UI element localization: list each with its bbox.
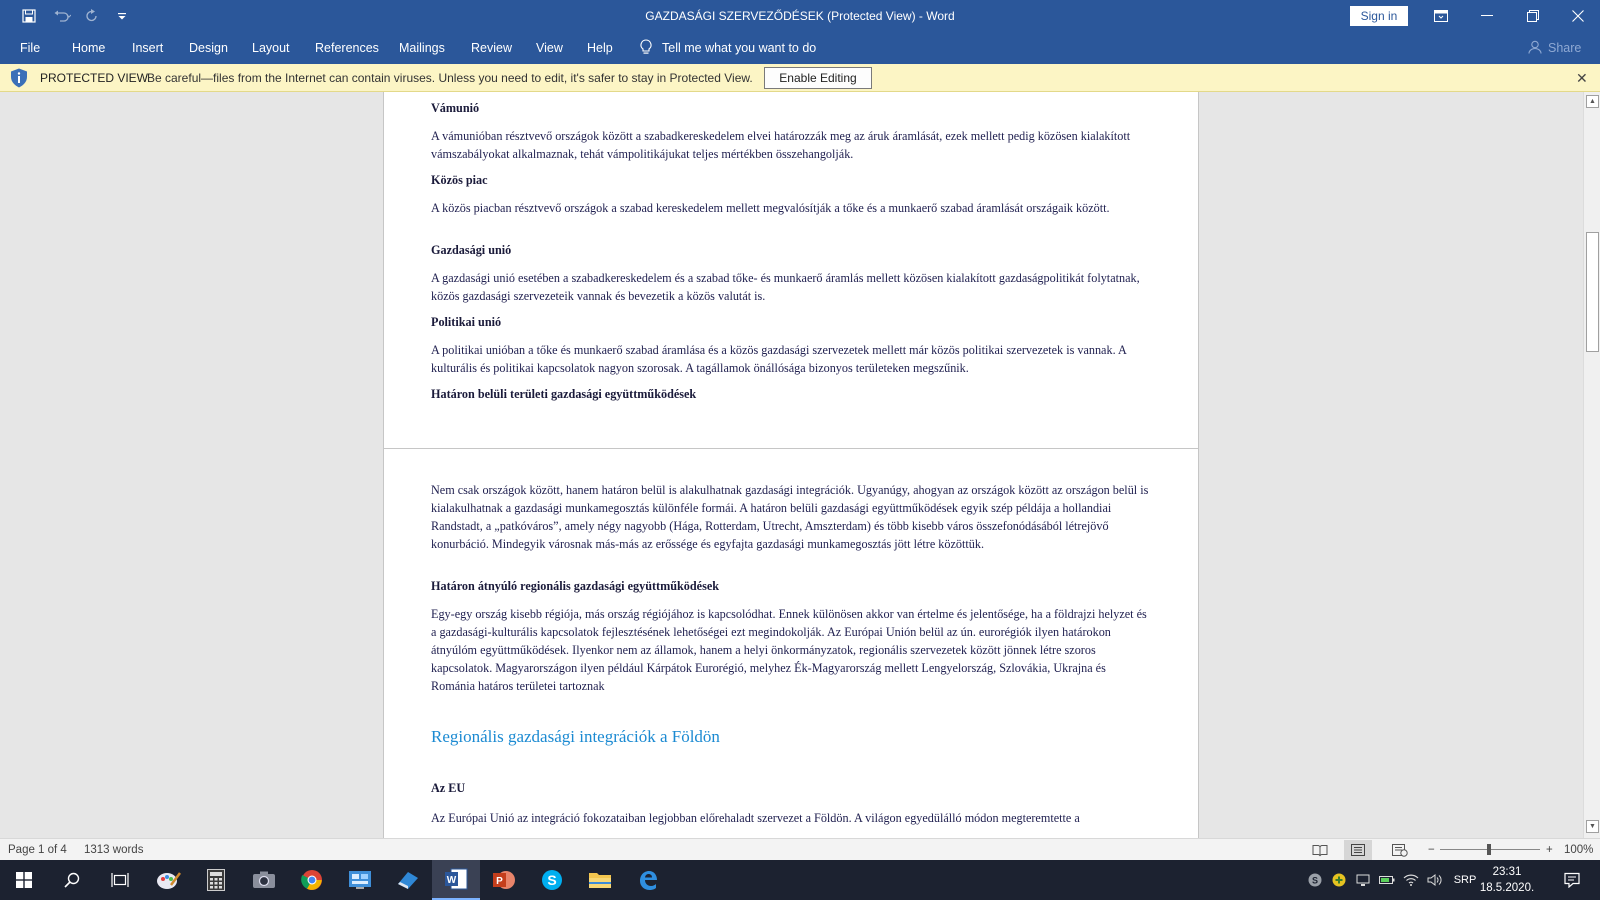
ribbon-display-options-icon[interactable] xyxy=(1418,0,1464,32)
tab-insert[interactable]: Insert xyxy=(132,41,164,55)
search-icon[interactable] xyxy=(48,860,96,900)
minimize-icon[interactable] xyxy=(1464,0,1510,32)
tab-layout[interactable]: Layout xyxy=(252,41,290,55)
zoom-in-icon[interactable]: + xyxy=(1546,844,1553,856)
enable-editing-button[interactable]: Enable Editing xyxy=(764,67,872,89)
heading-hataron-atnyulo: Határon átnyúló regionális gazdasági együttműködések xyxy=(431,579,720,593)
clock-date: 18.5.2020. xyxy=(1479,882,1535,894)
clock-time: 23:31 xyxy=(1492,866,1522,878)
battery-tray-icon[interactable] xyxy=(1376,860,1398,900)
tab-view[interactable]: View xyxy=(536,41,563,55)
heading-az-eu: Az EU xyxy=(431,781,466,795)
tab-mailings[interactable]: Mailings xyxy=(399,41,445,55)
heading-politikai-unio: Politikai unió xyxy=(431,315,502,329)
lightbulb-icon xyxy=(640,39,652,58)
word-app-icon[interactable] xyxy=(432,860,480,900)
file-app-icon[interactable] xyxy=(384,860,432,900)
tab-references[interactable]: References xyxy=(315,41,379,55)
redo-icon[interactable] xyxy=(82,0,102,32)
tab-home[interactable]: Home xyxy=(72,41,106,55)
tab-design[interactable]: Design xyxy=(189,41,228,55)
paragraph: Nem csak országok között, hanem határon belül is alakulhatnak gazdasági integrációk. Ugyanúgy, ahogyan az országok között az országon belül is kialakulhatnak a gazdasági munkamegosztás különféle formái. A határon belüli gazdasági együttműködések egyik szép példája a hollandiai Randstadt, a „patkóváros”, amely négy nagyobb (Hága, Rotterdam, Utrecht, Amszterdam) és több kisebb város összefonódásából létrejövő konurbáció. Mindegyik városnak más-más az erőssége és egyfajta gazdasági munkamegosztás jött létre közöttük. xyxy=(431,483,1149,551)
close-protected-bar-icon[interactable]: ✕ xyxy=(1576,70,1588,86)
document-page-2[interactable] xyxy=(383,448,1199,838)
paragraph: Az Európai Unió az integráció fokozataiban legjobban előrehaladt szervezet a Földön. A világon egyedülálló módon megteremtette a xyxy=(431,811,1080,825)
tab-help[interactable]: Help xyxy=(587,41,613,55)
person-icon xyxy=(1528,40,1542,57)
heading-regionalis-integraciok: Regionális gazdasági integrációk a Földön xyxy=(431,727,720,746)
control-panel-icon[interactable] xyxy=(336,860,384,900)
task-view-icon[interactable] xyxy=(96,860,144,900)
heading-hataron-beluli: Határon belüli területi gazdasági együttműködések xyxy=(431,387,697,401)
word-count[interactable]: 1313 words xyxy=(84,844,144,856)
input-language[interactable]: SRP xyxy=(1453,874,1477,886)
scroll-thumb[interactable] xyxy=(1586,232,1599,352)
tab-file[interactable]: File xyxy=(20,41,41,55)
title-bar xyxy=(0,0,1600,32)
paragraph: A politikai unióban a tőke és munkaerő szabad áramlása és a közös gazdasági szervezetek mellett már közös politikai szervezetek is vannak. A kulturális és politikai kapcsolatok nagyon szorosak. A tagállamok önállósága bizonyos területeken megszűnik. xyxy=(431,343,1127,375)
heading-vamunio: Vámunió xyxy=(431,101,480,115)
taskbar xyxy=(0,860,1600,900)
save-icon[interactable] xyxy=(18,0,40,32)
ribbon-tabs xyxy=(0,32,1600,64)
undo-icon[interactable] xyxy=(48,0,76,32)
status-bar xyxy=(0,838,1600,860)
tell-me-search[interactable] xyxy=(640,32,816,64)
protected-view-label: PROTECTED VIEW xyxy=(40,71,149,85)
svg-text:P: P xyxy=(496,876,503,887)
calculator-icon[interactable] xyxy=(192,860,240,900)
display-tray-icon[interactable] xyxy=(1352,860,1374,900)
camera-app-icon[interactable] xyxy=(240,860,288,900)
tab-review[interactable]: Review xyxy=(471,41,512,55)
svg-text:S: S xyxy=(1311,875,1319,886)
share-label: Share xyxy=(1548,41,1582,55)
window-title: GAZDASÁGI SZERVEZŐDÉSEK (Protected View) - Word xyxy=(645,9,955,23)
paragraph: Egy-egy ország kisebb régiója, más ország régiójához is kapcsolódhat. Ennek különösen akkor van értelme és jelentősége, ha a földrajzi helyzet és a gazdasági-kulturális kapcsolatok fejlesztésének lehetőségei ezt megindokolják. Az Európai Unión belül az ún. eurorégiók ilyen határokon átnyúlóm együttműködések. Ilyenkor nem az államok, hanem a helyi önkormányzatok, regionális szervezetek között jönnek létre szoros kapcsolatok. Magyarországon ilyen például Kárpátok Eurorégió, melyhez Ék-Magyarország mellett Lengyelország, Szlovákia, Ukrajna és Románia határos területei tartoznak xyxy=(431,607,1147,693)
wifi-tray-icon[interactable] xyxy=(1400,860,1422,900)
customize-quick-access-icon[interactable] xyxy=(112,0,132,32)
vertical-scrollbar[interactable] xyxy=(1583,92,1600,838)
notifications-icon[interactable] xyxy=(1556,860,1588,900)
svg-text:W: W xyxy=(446,875,457,886)
edge-icon[interactable] xyxy=(624,860,672,900)
heading-kozos-piac: Közös piac xyxy=(431,173,488,187)
scroll-up-icon[interactable]: ▲ xyxy=(1586,95,1599,108)
zoom-level[interactable]: 100% xyxy=(1564,844,1594,856)
print-layout-icon[interactable] xyxy=(1344,840,1372,860)
restore-icon[interactable] xyxy=(1510,0,1556,32)
close-icon[interactable] xyxy=(1555,0,1600,32)
heading-gazdasagi-unio: Gazdasági unió xyxy=(431,243,512,257)
shield-info-icon xyxy=(10,68,28,91)
page-count[interactable]: Page 1 of 4 xyxy=(8,844,67,856)
protected-view-bar xyxy=(0,64,1600,92)
skype-tray-icon[interactable] xyxy=(1304,860,1326,900)
powerpoint-app-icon[interactable] xyxy=(480,860,528,900)
update-tray-icon[interactable] xyxy=(1328,860,1350,900)
paint-app-icon[interactable] xyxy=(144,860,192,900)
document-area[interactable] xyxy=(0,92,1583,838)
volume-tray-icon[interactable] xyxy=(1424,860,1446,900)
paragraph: A közös piacban résztvevő országok a szabad kereskedelem mellett megvalósítják a tőke és a munkaerő szabad áramlását országaik között. xyxy=(431,201,1110,215)
zoom-out-icon[interactable]: − xyxy=(1428,844,1435,856)
paragraph: A vámunióban résztvevő országok között a szabadkereskedelem elvei határozzák meg az áruk áramlását, ezek mellett pedig közösen kialakított vámszabályokat alkalmaznak, tehát vámpolitikájukat teljes mértékben összehangolják. xyxy=(431,129,1131,161)
windows-start-icon[interactable] xyxy=(0,860,48,900)
tell-me-label: Tell me what you want to do xyxy=(662,41,817,55)
paragraph: A gazdasági unió esetében a szabadkereskedelem és a szabad tőke- és munkaerő áramlás mellett közösen kialakított gazdaságpolitikát folytatnak, közös gazdasági szervezeteik vannak és bevezetik a közös valutát is. xyxy=(431,271,1140,303)
protected-view-message: Be careful—files from the Internet can contain viruses. Unless you need to edit, it's safer to stay in Protected View. xyxy=(147,71,753,85)
system-clock[interactable] xyxy=(1470,864,1544,896)
file-explorer-icon[interactable] xyxy=(576,860,624,900)
zoom-slider-thumb[interactable] xyxy=(1487,844,1491,855)
scroll-down-icon[interactable]: ▼ xyxy=(1586,820,1599,833)
skype-icon[interactable] xyxy=(528,860,576,900)
chrome-icon[interactable] xyxy=(288,860,336,900)
share-button[interactable] xyxy=(1528,32,1581,64)
sign-in-button[interactable]: Sign in xyxy=(1350,6,1408,26)
svg-text:S: S xyxy=(547,872,557,888)
